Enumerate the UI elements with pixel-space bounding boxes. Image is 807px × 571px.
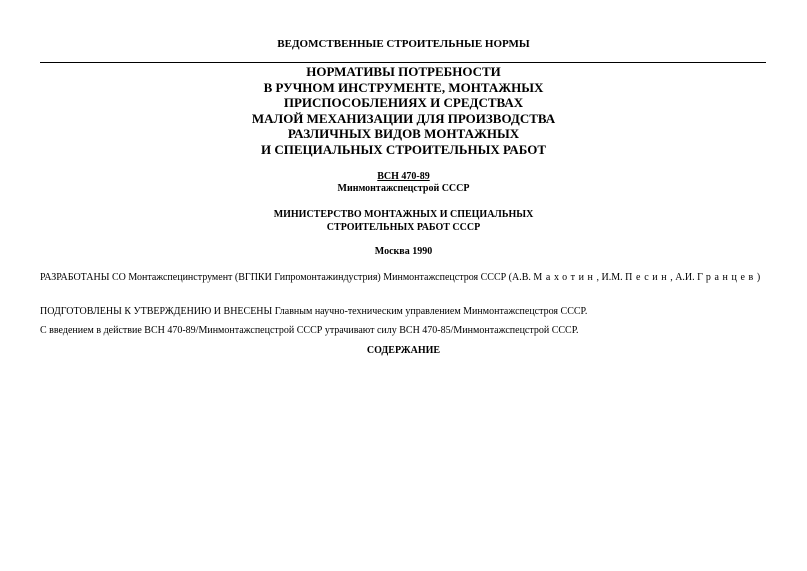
- introduced-paragraph: С введением в действие ВСН 470-89/Минмонтажспецстрой СССР утрачивают силу ВСН 470-85/Минмонтажспецстрой СССР.: [40, 325, 579, 336]
- title-line: ПРИСПОСОБЛЕНИЯХ И СРЕДСТВАХ: [283, 95, 524, 110]
- ministry-line: МИНИСТЕРСТВО МОНТАЖНЫХ И СПЕЦИАЛЬНЫХ: [273, 209, 534, 220]
- developed-lead-text: РАЗРАБОТАНЫ СО Монтажспецинструмент (ВГПКИ Гипромонтажиндустрия) Минмонтажспецстроя СССР (: [40, 272, 513, 283]
- author-initials: , И.М.: [596, 272, 626, 283]
- author-initials: А.В.: [512, 272, 534, 283]
- city-year: Москва 1990: [374, 246, 433, 257]
- developed-by-paragraph: [40, 271, 766, 284]
- developed-close-text: ): [756, 272, 761, 283]
- ministry-line: СТРОИТЕЛЬНЫХ РАБОТ СССР: [326, 221, 481, 233]
- title-line: МАЛОЙ МЕХАНИЗАЦИИ ДЛЯ ПРОИЗВОДСТВА: [251, 110, 556, 126]
- issuing-organization: Минмонтажспецстрой СССР: [337, 183, 470, 194]
- norms-header: ВЕДОМСТВЕННЫЕ СТРОИТЕЛЬНЫЕ НОРМЫ: [277, 38, 530, 50]
- document-title: [0, 64, 807, 157]
- title-line: В РУЧНОМ ИНСТРУМЕНТЕ, МОНТАЖНЫХ: [263, 79, 544, 95]
- author-surname: Песин: [625, 272, 671, 283]
- author-surname: Гранцев: [697, 272, 757, 283]
- author-surname: Махотин: [533, 272, 597, 283]
- ministry-name: [0, 209, 807, 234]
- header-divider: [40, 62, 766, 63]
- title-line: И СПЕЦИАЛЬНЫХ СТРОИТЕЛЬНЫХ РАБОТ: [260, 141, 546, 157]
- author-initials: , А.И.: [670, 272, 698, 283]
- contents-heading: СОДЕРЖАНИЕ: [366, 345, 441, 356]
- document-code: ВСН 470-89: [377, 171, 430, 182]
- prepared-paragraph: ПОДГОТОВЛЕНЫ К УТВЕРЖДЕНИЮ И ВНЕСЕНЫ Главным научно-техническим управлением Минмонтажспецстроя СССР.: [40, 306, 588, 317]
- title-line: НОРМАТИВЫ ПОТРЕБНОСТИ: [306, 64, 501, 79]
- title-line: РАЗЛИЧНЫХ ВИДОВ МОНТАЖНЫХ: [287, 126, 520, 141]
